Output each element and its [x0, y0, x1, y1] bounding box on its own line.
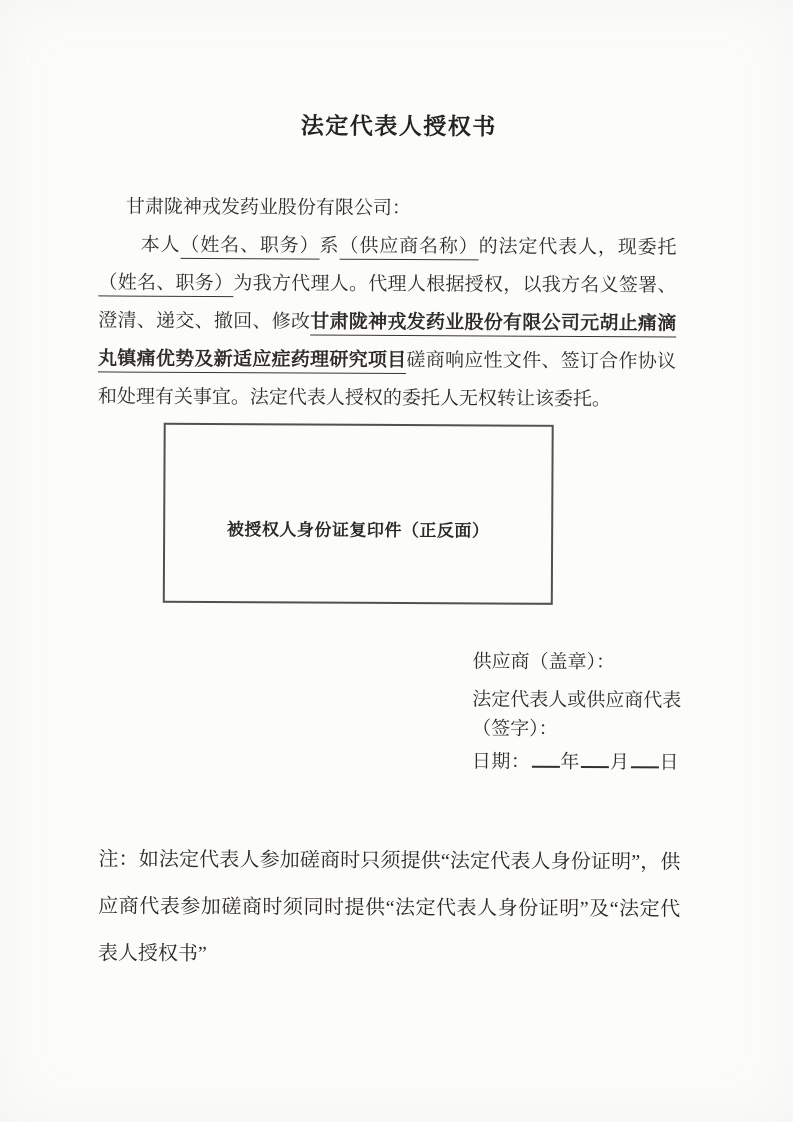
note-line: 表人授权书” [97, 942, 207, 966]
fill-in-placeholder: 甘肃陇神戎发药业股份有限公司元胡止痛滴 [310, 312, 676, 338]
note-line: 应商代表参加磋商时须同时提供“法定代表人身份证明”及“法定代 [98, 895, 681, 921]
note-block [98, 836, 681, 980]
supplier-seal-label: 供应商（盖章）： [472, 651, 616, 674]
date-blank-month [581, 752, 609, 768]
document-title: 法定代表人授权书 [300, 112, 497, 140]
body-text-segment: 为我方代理人。代理人根据授权，以我方名义签署、 [233, 273, 677, 297]
signature-block [472, 650, 682, 775]
fill-in-placeholder: 丸镇痛优势及新适应症药理研究项目 [98, 348, 407, 374]
date-blank-year [531, 752, 559, 768]
representative-label: 法定代表人或供应商代表 [472, 689, 682, 712]
body-lines-container [98, 226, 677, 419]
body-text-segment: 澄清、递交、撤回、修改 [98, 310, 311, 333]
body-line [98, 340, 676, 381]
body-text-segment: 本人 [140, 234, 181, 256]
body-paragraph [98, 188, 677, 419]
sign-here-label: （签字）： [472, 718, 558, 740]
body-line [99, 226, 677, 267]
body-text-segment: 系 [319, 235, 340, 257]
note-line: 注：如法定代表人参加磋商时只须提供“法定代表人身份证明”，供 [98, 848, 681, 874]
date-unit-day: 日 [659, 752, 680, 774]
date-blank-day [630, 752, 658, 768]
body-line [98, 302, 676, 343]
salutation-line: 甘肃陇神戎发药业股份有限公司： [125, 196, 411, 220]
id-box-caption: 被授权人身份证复印件（正反面） [226, 519, 490, 540]
body-line [98, 378, 676, 419]
id-copy-box [163, 423, 554, 605]
fill-in-placeholder: （供应商名称） [339, 236, 478, 261]
fill-in-placeholder: （姓名、职务） [180, 235, 319, 260]
date-unit-month: 月 [609, 752, 630, 774]
date-unit-year: 年 [560, 751, 581, 773]
body-text-segment: 磋商响应性文件、签订合作协议 [406, 350, 677, 373]
body-text-segment: 的法定代表人，现委托 [478, 236, 677, 259]
date-label: 日期： [471, 751, 531, 773]
date-line [472, 750, 681, 775]
body-text-segment: 和处理有关事宜。法定代表人授权的委托人无权转让该委托。 [97, 386, 611, 411]
body-line [98, 264, 676, 305]
fill-in-placeholder: （姓名、职务） [98, 272, 233, 297]
